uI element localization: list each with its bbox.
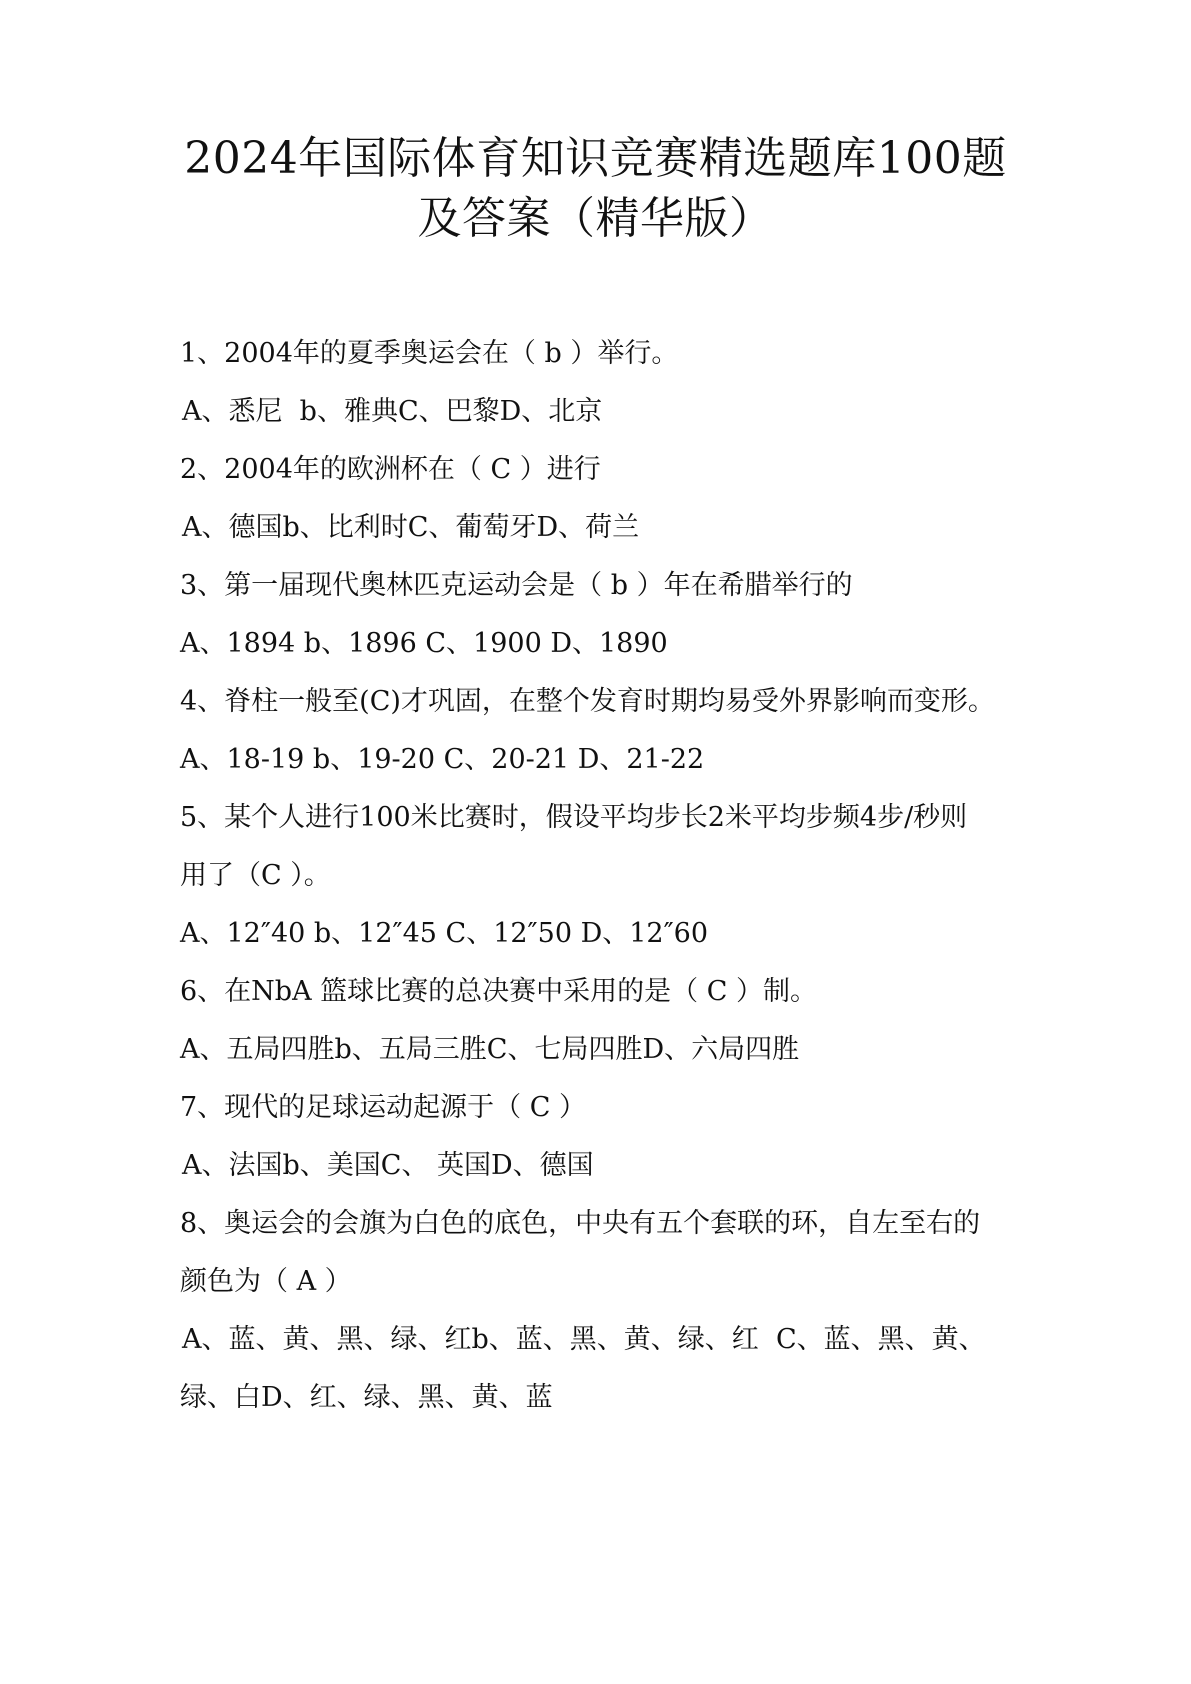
question-8-line-2: 颜色为（ A ） xyxy=(180,1266,352,1297)
question-2: 2、2004年的欧洲杯在（ C ）进行 xyxy=(180,454,601,485)
question-2-options: A、德国b、比利时C、葡萄牙D、荷兰 xyxy=(182,512,640,543)
question-3: 3、第一届现代奥林匹克运动会是（ b ）年在希腊举行的 xyxy=(180,570,853,601)
question-3-options: A、1894 b、1896 C、1900 D、1890 xyxy=(180,628,668,659)
question-7-options: A、法国b、美国C、 英国D、德国 xyxy=(182,1150,594,1181)
question-5-line-2: 用了（C ）。 xyxy=(180,860,331,891)
question-8-options-line-2: 绿、白D、红、绿、黑、黄、蓝 xyxy=(180,1382,553,1413)
document-title-line-2: 及答案（精华版） xyxy=(417,193,774,244)
document-title-line-1: 2024年国际体育知识竞赛精选题库100题 xyxy=(184,133,1007,184)
question-6-options: A、五局四胜b、五局三胜C、七局四胜D、六局四胜 xyxy=(180,1034,800,1065)
question-1: 1、2004年的夏季奥运会在（ b ）举行。 xyxy=(180,338,679,369)
question-5-line-1: 5、某个人进行100米比赛时，假设平均步长2米平均步频4步/秒则 xyxy=(180,802,968,833)
question-5-options: A、12″40 b、12″45 C、12″50 D、12″60 xyxy=(180,918,709,949)
question-1-options: A、悉尼 b、雅典C、巴黎D、北京 xyxy=(182,396,603,427)
question-8-line-1: 8、奥运会的会旗为白色的底色，中央有五个套联的环，自左至右的 xyxy=(180,1208,981,1239)
question-6: 6、在NbA 篮球比赛的总决赛中采用的是（ C ）制。 xyxy=(180,976,817,1007)
question-7: 7、现代的足球运动起源于（ C ） xyxy=(180,1092,587,1123)
question-4: 4、脊柱一般至(C)才巩固，在整个发育时期均易受外界影响而变形。 xyxy=(180,686,995,717)
question-4-options: A、18-19 b、19-20 C、20-21 D、21-22 xyxy=(180,744,705,775)
question-8-options-line-1: A、蓝、黄、黑、绿、红b、蓝、黑、黄、绿、红 C、蓝、黑、黄、 xyxy=(182,1324,986,1355)
